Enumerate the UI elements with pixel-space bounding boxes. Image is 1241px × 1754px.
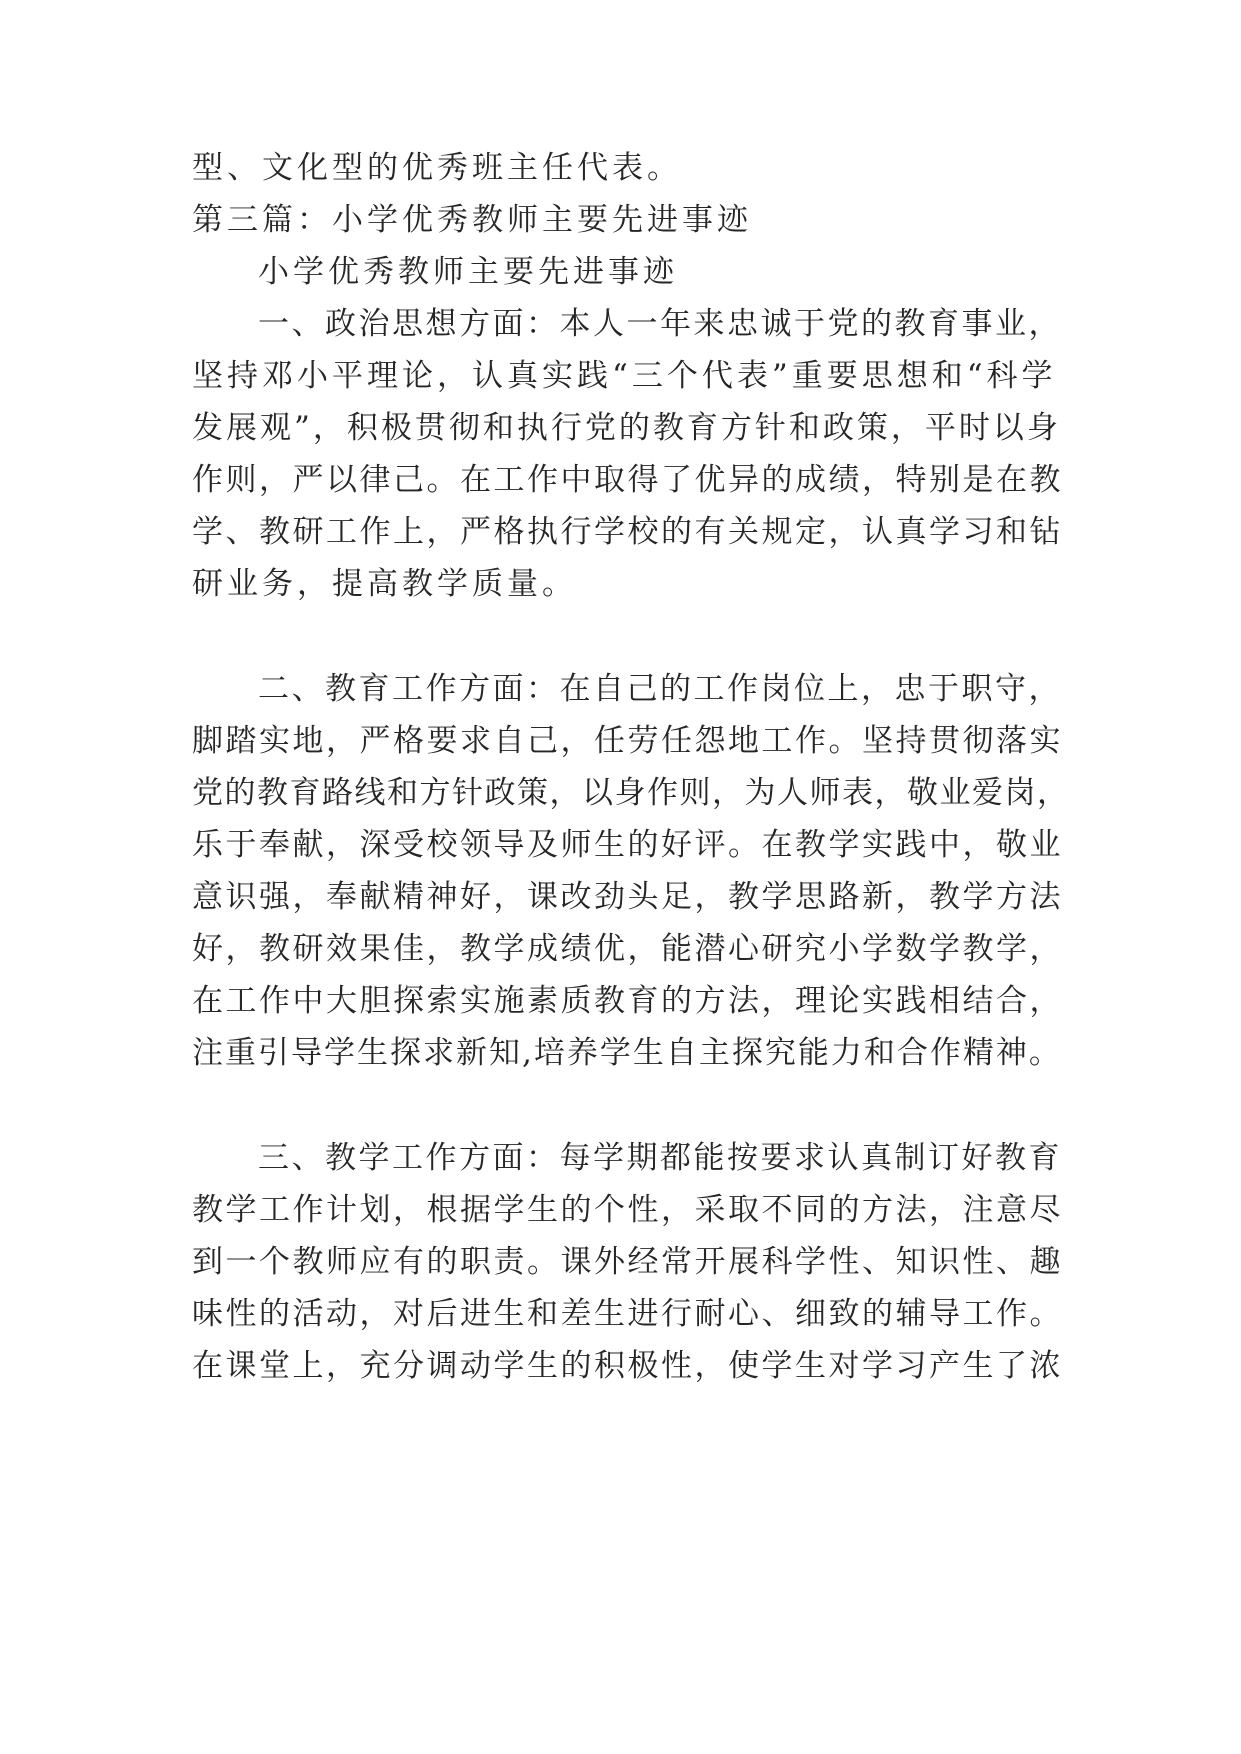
section-heading: 第三篇：小学优秀教师主要先进事迹 — [192, 202, 752, 238]
paragraph-2-line: 在工作中大胆探索实施素质教育的方法，理论实践相结合， — [192, 983, 1063, 1019]
paragraph-2-line: 好，教研效果佳，教学成绩优，能潜心研究小学数学教学， — [192, 931, 1063, 967]
text-line: 型、文化型的优秀班主任代表。 — [192, 150, 682, 186]
paragraph-3-line: 到一个教师应有的职责。课外经常开展科学性、知识性、趣 — [192, 1244, 1063, 1280]
paragraph-2-line: 意识强，奉献精神好，课改劲头足，教学思路新，教学方法 — [192, 879, 1063, 915]
paragraph-1-line: 一、政治思想方面：本人一年来忠诚于党的教育事业， — [258, 306, 1062, 342]
paragraph-1-line: 作则，严以律己。在工作中取得了优异的成绩，特别是在教 — [192, 462, 1063, 498]
paragraph-3-line: 在课堂上，充分调动学生的积极性，使学生对学习产生了浓 — [192, 1348, 1063, 1384]
article-title: 小学优秀教师主要先进事迹 — [258, 254, 678, 290]
paragraph-1-line: 坚持邓小平理论，认真实践“三个代表”重要思想和“科学 — [192, 358, 1057, 394]
paragraph-1-line: 学、教研工作上，严格执行学校的有关规定，认真学习和钻 — [192, 514, 1063, 550]
paragraph-1-line: 发展观”，积极贯彻和执行党的教育方针和政策，平时以身 — [192, 410, 1061, 446]
paragraph-2-line: 注重引导学生探求新知,培养学生自主探究能力和合作精神。 — [192, 1035, 1062, 1071]
paragraph-3-line: 味性的活动，对后进生和差生进行耐心、细致的辅导工作。 — [192, 1296, 1063, 1332]
paragraph-2-line: 党的教育路线和方针政策，以身作则，为人师表，敬业爱岗， — [192, 775, 1070, 811]
paragraph-3-line: 三、教学工作方面：每学期都能按要求认真制订好教育 — [258, 1140, 1062, 1176]
paragraph-2-line: 二、教育工作方面：在自己的工作岗位上，忠于职守， — [258, 671, 1062, 707]
paragraph-1-line: 研业务，提高教学质量。 — [192, 566, 577, 602]
paragraph-2-line: 脚踏实地，严格要求自己，任劳任怨地工作。坚持贯彻落实 — [192, 723, 1063, 759]
paragraph-3-line: 教学工作计划，根据学生的个性，采取不同的方法，注意尽 — [192, 1192, 1063, 1228]
paragraph-2-line: 乐于奉献，深受校领导及师生的好评。在教学实践中，敬业 — [192, 827, 1063, 863]
